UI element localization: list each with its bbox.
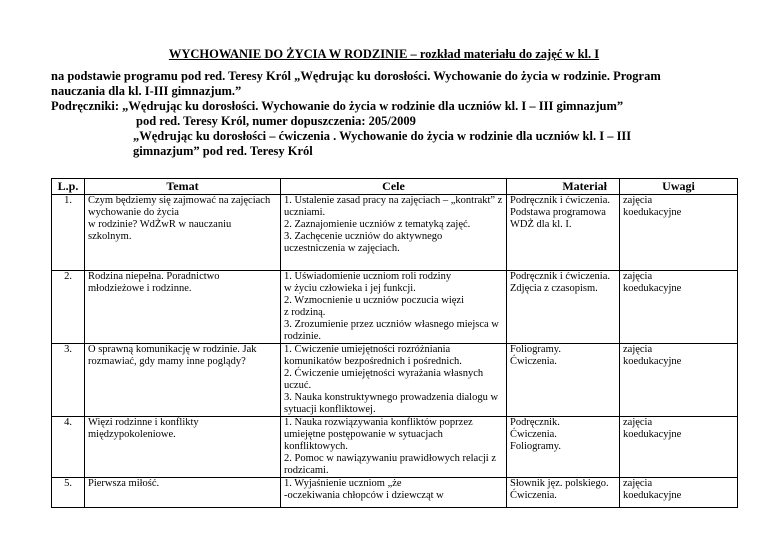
cele-line: sytuacji konfliktowej. <box>284 404 376 415</box>
material-line: Ćwiczenia. <box>510 490 557 501</box>
cele-line: komunikatów bezpośrednich i pośrednich. <box>284 356 462 367</box>
cell-material <box>507 195 620 271</box>
cele-line: uczestniczenia w zajęciach. <box>284 243 400 254</box>
material-line: Ćwiczenia. <box>510 429 557 440</box>
cele-line: rodzicami. <box>284 465 329 476</box>
header-temat: Temat <box>85 179 281 195</box>
cell-material <box>507 478 620 508</box>
table-row <box>52 195 738 271</box>
intro-section <box>51 69 741 159</box>
uwagi-line: zajęcia <box>623 195 653 206</box>
cele-line: 2. Wzmocnienie u uczniów poczucia więzi <box>284 295 464 306</box>
cell-lp: 2. <box>52 271 85 344</box>
cell-temat <box>85 417 281 478</box>
cell-lp: 4. <box>52 417 85 478</box>
cell-temat <box>85 195 281 271</box>
cele-line: konfliktowych. <box>284 441 348 452</box>
table-row <box>52 478 738 508</box>
cele-line: 3. Zrozumienie przez uczniów własnego miejsca w <box>284 319 499 330</box>
cell-cele <box>281 195 507 271</box>
cell-cele <box>281 478 507 508</box>
material-line: Zdjęcia z czasopism. <box>510 283 598 294</box>
table-row <box>52 344 738 417</box>
cell-lp: 5. <box>52 478 85 508</box>
cell-cele <box>281 417 507 478</box>
cell-material <box>507 344 620 417</box>
uwagi-line: zajęcia <box>623 271 653 282</box>
cele-line: w życiu człowieka i jej funkcji. <box>284 283 416 294</box>
cell-uwagi <box>620 271 738 344</box>
uwagi-line: koedukacyjne <box>623 207 682 218</box>
program-line-2: nauczania dla kl. I-III gimnazjum.” <box>51 84 242 98</box>
uwagi-line: koedukacyjne <box>623 356 682 367</box>
material-line: Słownik jęz. polskiego. <box>510 478 609 489</box>
cell-uwagi <box>620 478 738 508</box>
temat-line: Pierwsza miłość. <box>88 478 160 489</box>
uwagi-line: zajęcia <box>623 344 653 355</box>
cell-cele <box>281 271 507 344</box>
cele-line: 1. Uświadomienie uczniom roli rodziny <box>284 271 452 282</box>
cele-line: uczuć. <box>284 380 312 391</box>
material-line: WDŻ dla kl. I. <box>510 219 572 230</box>
material-line: Podręcznik i ćwiczenia. <box>510 195 610 206</box>
cele-line: -oczekiwania chłopców i dziewcząt w <box>284 490 444 501</box>
temat-line: Rodzina niepełna. Poradnictwo <box>88 271 220 282</box>
temat-line: Czym będziemy się zajmować na zajęciach <box>88 195 271 206</box>
header-material: Materiał <box>507 179 620 195</box>
cell-material <box>507 417 620 478</box>
cell-temat <box>85 271 281 344</box>
uwagi-line: koedukacyjne <box>623 283 682 294</box>
temat-line: O sprawną komunikację w rodzinie. Jak <box>88 344 257 355</box>
cele-line: 1. Nauka rozwiązywania konfliktów poprzez <box>284 417 473 428</box>
textbooks-line-2: pod red. Teresy Król, numer dopuszczenia: 205/2009 <box>136 114 416 128</box>
temat-line: rozmawiać, gdy mamy inne poglądy? <box>88 356 246 367</box>
cele-line: z rodziną. <box>284 307 326 318</box>
table-header-row <box>52 179 738 195</box>
cele-line: rodzinie. <box>284 331 322 342</box>
cele-line: 1. Wyjaśnienie uczniom „że <box>284 478 402 489</box>
cele-line: 2. Zaznajomienie uczniów z tematyką zajęć. <box>284 219 471 230</box>
material-line: Podręcznik. <box>510 417 560 428</box>
cele-line: 2. Pomoc w nawiązywaniu prawidłowych relacji z <box>284 453 496 464</box>
material-line: Ćwiczenia. <box>510 356 557 367</box>
cele-line: 3. Nauka konstruktywnego prowadzenia dialogu w <box>284 392 499 403</box>
uwagi-line: zajęcia <box>623 478 653 489</box>
table-row <box>52 417 738 478</box>
temat-line: międzypokoleniowe. <box>88 429 176 440</box>
header-uwagi: Uwagi <box>620 179 738 195</box>
cele-line: 2. Ćwiczenie umiejętności wyrażania własnych <box>284 368 484 379</box>
cell-material <box>507 271 620 344</box>
cele-line: umiejętne postępowanie w sytuacjach <box>284 429 443 440</box>
temat-line: szkolnym. <box>88 231 132 242</box>
cell-temat <box>85 478 281 508</box>
cell-temat <box>85 344 281 417</box>
uwagi-line: koedukacyjne <box>623 429 682 440</box>
table-row <box>52 271 738 344</box>
material-line: Podręcznik i ćwiczenia. <box>510 271 610 282</box>
cell-lp: 1. <box>52 195 85 271</box>
cell-uwagi <box>620 344 738 417</box>
cele-line: 3. Zachęcenie uczniów do aktywnego <box>284 231 443 242</box>
cell-lp: 3. <box>52 344 85 417</box>
cell-uwagi <box>620 417 738 478</box>
textbooks-line-3: „Wędrując ku dorosłości – ćwiczenia . Wychowanie do życia w rodzinie dla uczniów kl. I – III <box>133 129 632 143</box>
uwagi-line: koedukacyjne <box>623 490 682 501</box>
lesson-plan-table <box>51 178 738 508</box>
textbooks-line-4: gimnazjum” pod red. Teresy Król <box>133 144 313 158</box>
uwagi-line: zajęcia <box>623 417 653 428</box>
cell-cele <box>281 344 507 417</box>
temat-line: w rodzinie? WdŻwR w nauczaniu <box>88 219 232 230</box>
material-line: Foliogramy. <box>510 344 561 355</box>
cele-line: uczniami. <box>284 207 326 218</box>
cele-line: 1. Ustalenie zasad pracy na zajęciach – „kontrakt” z <box>284 195 503 206</box>
cele-line: 1. Ćwiczenie umiejętności rozróżniania <box>284 344 451 355</box>
material-line: Foliogramy. <box>510 441 561 452</box>
header-cele: Cele <box>281 179 507 195</box>
table-body <box>52 195 738 508</box>
temat-line: młodzieżowe i rodzinne. <box>88 283 192 294</box>
temat-line: wychowanie do życia <box>88 207 179 218</box>
document-title: WYCHOWANIE DO ŻYCIA W RODZINIE – rozkład materiału do zajęć w kl. I <box>168 47 600 61</box>
material-line: Podstawa programowa <box>510 207 606 218</box>
header-lp: L.p. <box>52 179 85 195</box>
textbooks-line-1: Podręczniki: „Wędrując ku dorosłości. Wychowanie do życia w rodzinie dla uczniów kl. I – III gimnazjum” <box>51 99 624 113</box>
program-line-1: na podstawie programu pod red. Teresy Król „Wędrując ku dorosłości. Wychowanie do życia w rodzinie. Program <box>51 69 661 83</box>
cell-uwagi <box>620 195 738 271</box>
temat-line: Więzi rodzinne i konflikty <box>88 417 199 428</box>
